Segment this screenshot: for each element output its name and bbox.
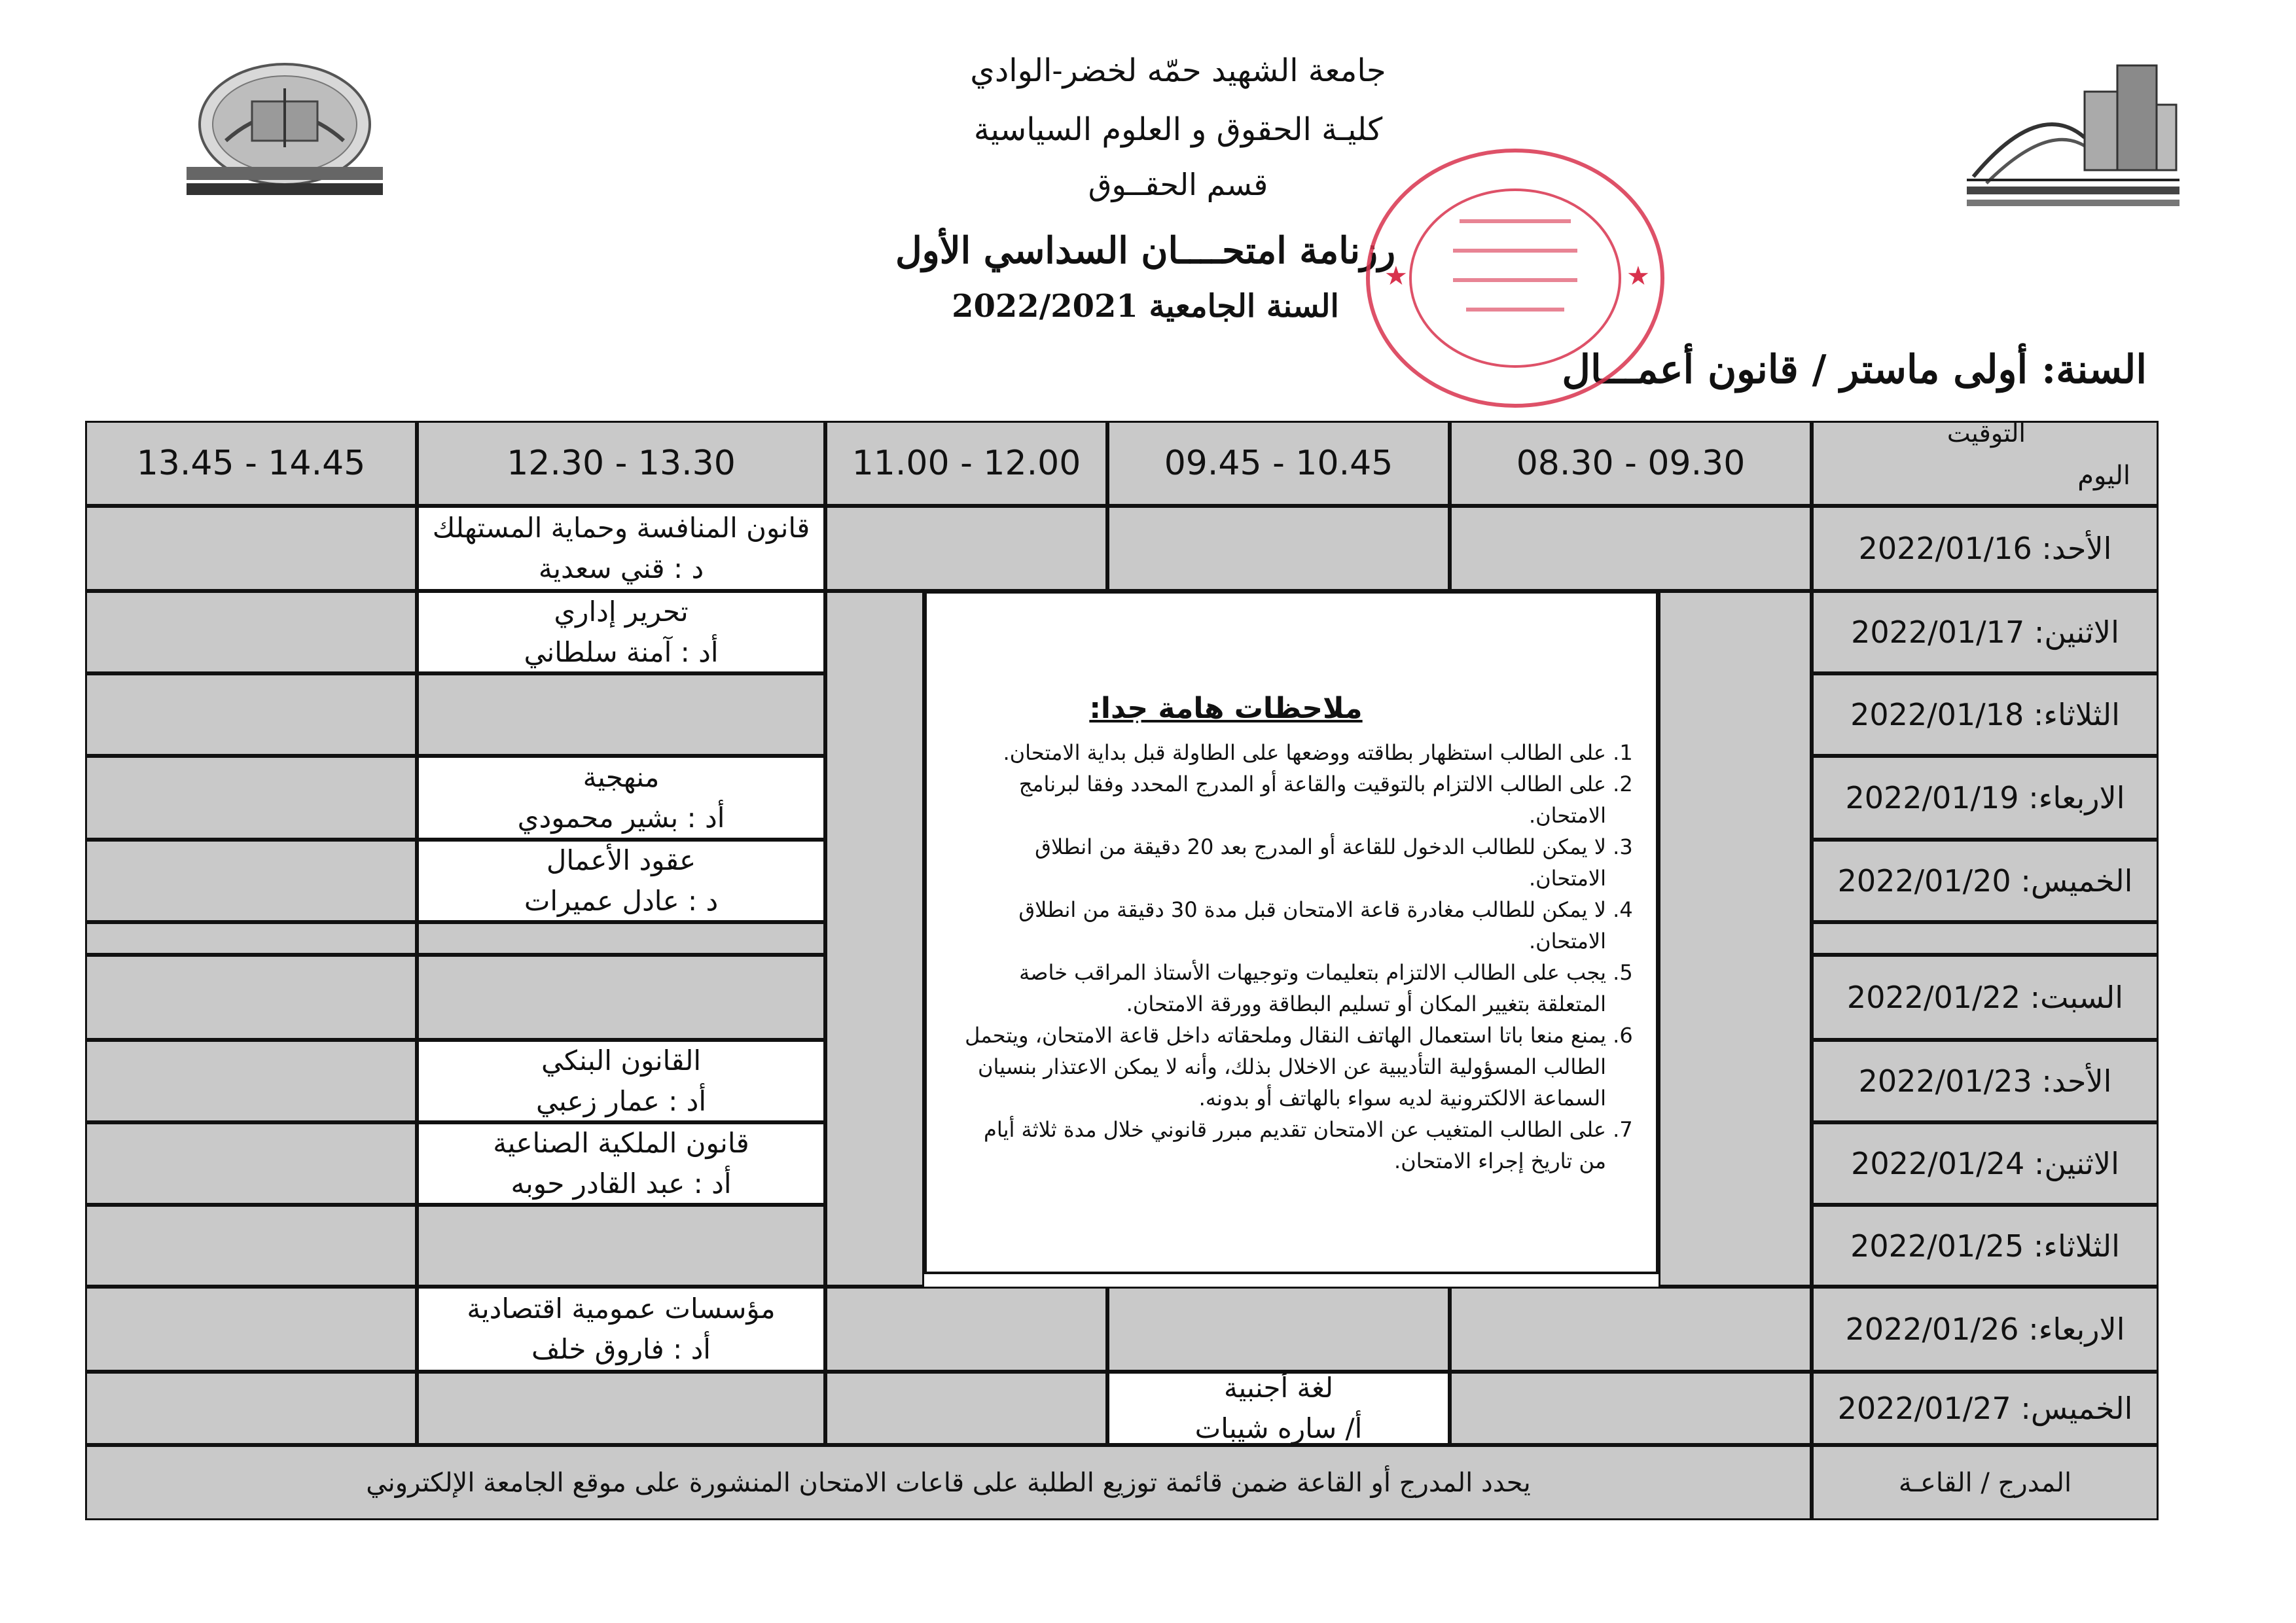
official-stamp: [1361, 144, 1669, 412]
academic-year: السنة الجامعية 2022/2021: [952, 288, 1339, 325]
faculty-logo: [173, 62, 396, 239]
course-name: مؤسسات عمومية اقتصادية: [467, 1293, 776, 1325]
time-slot-4: 13.30 - 12.30: [417, 421, 825, 506]
course-cell: [417, 1287, 825, 1372]
course-name: تحرير إداري: [554, 596, 689, 628]
empty-cell: [825, 591, 924, 1287]
important-notes-box: [924, 591, 1659, 1274]
empty-cell: [85, 673, 417, 756]
day-row-5: الخميس: 2022/01/20: [1812, 840, 2159, 922]
note-item: 4. لا يمكن للطالب مغادرة قاعة الامتحان قبل مدة 30 دقيقة من انطلاق الامتحان.: [953, 894, 1606, 957]
empty-cell: [85, 955, 417, 1040]
course-prof: أد : عبد القادر حوبه: [511, 1168, 732, 1200]
day-row-12: الخميس: 2022/01/27: [1812, 1372, 2159, 1445]
time-slot-5: 14.45 - 13.45: [85, 421, 417, 506]
course-cell: [417, 840, 825, 922]
course-name: منهجية: [583, 761, 660, 793]
time-slot-3: 12.00 - 11.00: [825, 421, 1107, 506]
empty-cell: [85, 840, 417, 922]
empty-cell: [417, 673, 825, 756]
day-label: اليوم: [2077, 461, 2130, 491]
course-prof: أد : فاروق خلف: [531, 1333, 711, 1365]
course-name: عقود الأعمال: [546, 844, 696, 876]
empty-cell: [85, 506, 417, 591]
page-title: رزنامة امتحــــان السداسي الأول: [895, 229, 1395, 272]
day-row-11: الاربعاء: 2022/01/26: [1812, 1287, 2159, 1372]
day-row-9: الاثنين: 2022/01/24: [1812, 1122, 2159, 1205]
note-item: 7. على الطالب المتغيب عن الامتحان تقديم مبرر قانوني خلال مدة ثلاثة أيام من تاريخ إجراء الامتحان.: [953, 1114, 1606, 1177]
note-item: 5. يجب على الطالب الالتزام بتعليمات وتوجيهات الأستاذ المراقب خاصة المتعلقة بتغيير المكان أو تسليم البطاقة وورقة الامتحان.: [953, 957, 1606, 1020]
corner-header: [1812, 421, 2159, 506]
empty-cell: [417, 955, 825, 1040]
note-item: 1. على الطالب استظهار بطاقته ووضعها على الطاولة قبل بداية الامتحان.: [953, 737, 1606, 768]
university-name: جامعة الشهيد حمّه لخضر-الوادي: [970, 52, 1386, 89]
university-logo: [1960, 52, 2183, 216]
empty-cell: [417, 1372, 825, 1445]
course-cell: [417, 756, 825, 840]
svg-text:★: ★: [1384, 261, 1408, 291]
day-row-7: السبت: 2022/01/22: [1812, 955, 2159, 1040]
day-row-4: الاربعاء: 2022/01/19: [1812, 756, 2159, 840]
course-cell: [1107, 1372, 1450, 1445]
empty-cell: [85, 1205, 417, 1287]
day-row-8: الأحد: 2022/01/23: [1812, 1040, 2159, 1122]
notes-title: ملاحظات هامة جدا:: [1089, 692, 1363, 725]
day-row-2: الاثنين: 2022/01/17: [1812, 591, 2159, 673]
empty-cell: [825, 1287, 1107, 1372]
day-row-10: الثلاثاء: 2022/01/25: [1812, 1205, 2159, 1287]
empty-cell: [417, 1205, 825, 1287]
empty-cell: [85, 1287, 417, 1372]
empty-cell: [85, 1122, 417, 1205]
course-prof: أد : آمنة سلطاني: [524, 636, 719, 668]
course-cell: [417, 591, 825, 673]
empty-cell: [417, 922, 825, 955]
empty-cell: [1659, 591, 1812, 1287]
time-label: التوقيت: [1946, 419, 2026, 448]
time-slot-1: 09.30 - 08.30: [1450, 421, 1812, 506]
course-prof: أد : بشير محمودي: [517, 802, 725, 834]
notes-list: [953, 737, 1630, 1177]
faculty-name: كليـة الحقوق و العلوم السياسية: [973, 111, 1383, 148]
day-row-1: الأحد: 2022/01/16: [1812, 506, 2159, 591]
empty-cell: [1450, 1372, 1812, 1445]
empty-cell: [85, 591, 417, 673]
course-prof: د : عادل عميرات: [524, 885, 719, 917]
level-heading: السنة: أولى ماستر / قانون أعمـــال: [1562, 347, 2147, 393]
note-item: 2. على الطالب الالتزام بالتوقيت والقاعة أو المدرج المحدد وفقا لبرنامج الامتحان.: [953, 768, 1606, 831]
day-row-6: [1812, 922, 2159, 955]
course-name: قانون الملكية الصناعية: [493, 1127, 749, 1159]
empty-cell: [1450, 506, 1812, 591]
empty-cell: [85, 756, 417, 840]
svg-text:★: ★: [1626, 261, 1650, 291]
course-name: قانون المنافسة وحماية المستهلك: [432, 512, 810, 544]
hall-label: المدرج / القاعـة: [1812, 1445, 2159, 1520]
day-row-3: الثلاثاء: 2022/01/18: [1812, 673, 2159, 756]
empty-cell: [1450, 1287, 1812, 1372]
empty-cell: [85, 922, 417, 955]
department-name: قسم الحقــوق: [1088, 167, 1268, 202]
course-cell: [417, 1122, 825, 1205]
course-prof: أ/ ساره شيبات: [1194, 1412, 1363, 1444]
note-item: 6. يمنع منعا باتا استعمال الهاتف النقال وملحقاته داخل قاعة الامتحان، ويتحمل الطالب المسؤولية التأديبية عن الاخلال بذلك، وأنه لا يمكن الاعتذار بنسيان السماعة الالكترونية لديه سواء بالهاتف أو بدونه.: [953, 1020, 1606, 1114]
empty-cell: [85, 1040, 417, 1122]
course-prof: د : قني سعدية: [538, 552, 704, 584]
course-name: القانون البنكي: [541, 1044, 702, 1077]
course-cell: [417, 506, 825, 591]
course-prof: أد : عمار زعبي: [535, 1085, 707, 1117]
course-cell: [417, 1040, 825, 1122]
hall-note: يحدد المدرج أو القاعة ضمن قائمة توزيع الطلبة على قاعات الامتحان المنشورة على موقع الجامعة الإلكتروني: [85, 1445, 1812, 1520]
empty-cell: [1107, 506, 1450, 591]
note-item: 3. لا يمكن للطالب الدخول للقاعة أو المدرج بعد 20 دقيقة من انطلاق الامتحان.: [953, 831, 1606, 894]
empty-cell: [85, 1372, 417, 1445]
empty-cell: [825, 1372, 1107, 1445]
course-name: لغة أجنبية: [1223, 1372, 1334, 1404]
time-slot-2: 10.45 - 09.45: [1107, 421, 1450, 506]
empty-cell: [1107, 1287, 1450, 1372]
empty-cell: [825, 506, 1107, 591]
